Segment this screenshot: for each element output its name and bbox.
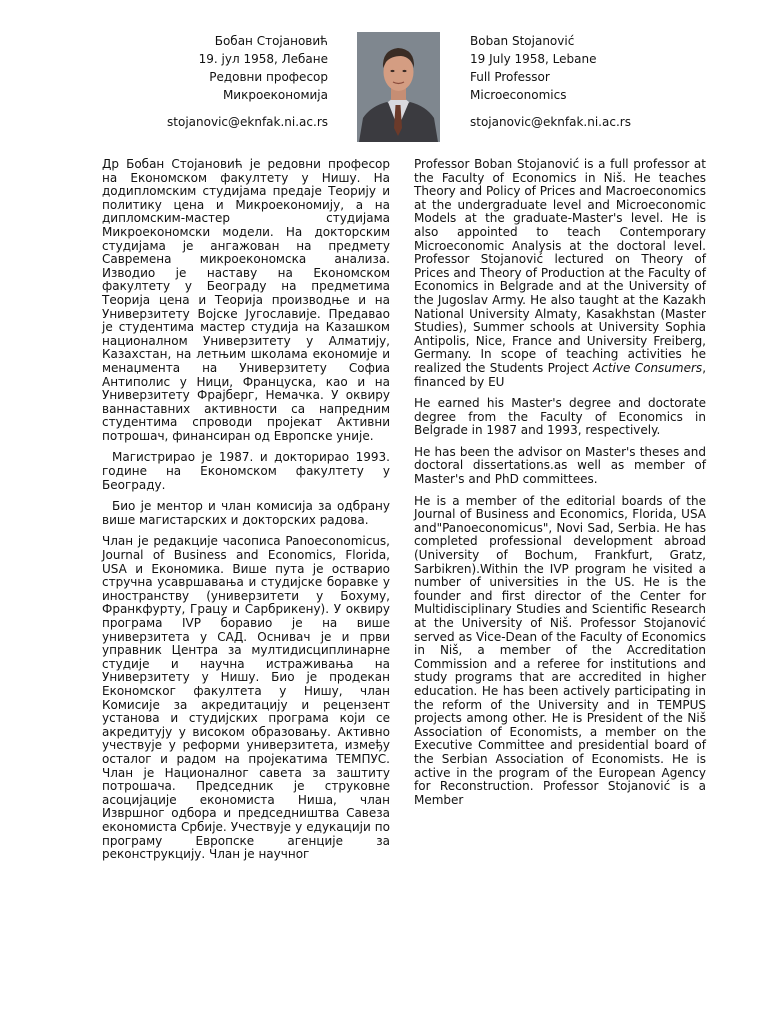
field-english: Microeconomics bbox=[470, 88, 567, 102]
bio-serbian-paragraph-1: Др Бобан Стојановић је редовни професор на Економском факултету у Нишу. На додипломским студијама предаје Теорију и политику цена и Микроекономију, а на дипломским-мастер студијама Микроекономски модели. На докторским студијама је ангажован на предмету Савремена микроекономска анализа. Изводио је наставу на Економском факултету у Београду на предметима Теорија цена и Теорија производње и на Универзитету Војске Југославије. Предавао је студентима мастер студија на Казашком националном Универзитету у Алматију, Казахстан, на летњим школама економије и менаџмента на Универзитету Софиа Антиполис у Ници, Француска, као и на Универзитету Фрајберг, Немачка. У оквиру ваннаставних активности са напредним студентима спроводи пројекат Активни потрошач, финансиран од Европске уније. bbox=[102, 157, 390, 443]
birth-serbian: 19. јул 1958, Лебане bbox=[198, 52, 328, 66]
email-serbian: stojanovic@eknfak.ni.ac.rs bbox=[167, 115, 328, 129]
bio-english-paragraph-3: He has been the advisor on Master's theses and doctoral dissertations.as well as member of Master's and PhD committees. bbox=[414, 444, 706, 487]
biography-english bbox=[414, 158, 706, 815]
header-english bbox=[470, 32, 631, 131]
bio-serbian-paragraph-3: Био је ментор и члан комисија за одбрану више магистарских и докторских радова. bbox=[102, 499, 390, 527]
name-english: Boban Stojanović bbox=[470, 34, 575, 48]
bio-english-paragraph-4: He is a member of the editorial boards of the Journal of Business and Economics, Florida, USA and"Panoeconomicus", Novi Sad, Serbia. He has completed professional development abroad (University of Bochum, Frankfurt, Gratz, Sarbikren).Within the IVP program he visited a number of universities in the US. He is the founder and first director of the Center for Multidisciplinary Studies and Scientific Research at the University of Niš. Professor Stojanović served as Vice-Dean of the Faculty of Economics in Niš, a member of the Accreditation Commission and a referee for institutions and study programs that are accredited in higher education. He has been actively participating in the reform of the University and in TEMPUS projects among other. He is President of the Niš Association of Economists, a member on the Executive Committee and presidential board of the Serbian Association of Economists. He is active in the program of the European Agency for Reconstruction. Professor Stojanović is a Member bbox=[414, 493, 706, 807]
bio-serbian-paragraph-2: Магистрирао је 1987. и докторирао 1993. године на Економском факултету у Београду. bbox=[102, 450, 390, 492]
bio-english-paragraph-2: He earned his Master's degree and doctorate degree from the Faculty of Economics in Belgrade in 1987 and 1993, respectively. bbox=[414, 396, 706, 438]
field-serbian: Микроекономија bbox=[222, 88, 328, 102]
title-serbian: Редовни професор bbox=[209, 70, 328, 84]
birth-english: 19 July 1958, Lebane bbox=[470, 52, 597, 66]
bio-serbian-paragraph-4: Члан је редакције часописа Panoeconomicus, Journal of Business and Economics, Florida, USA и Економика. Више пута је остварио стручна усавршавања и студијске боравке у иностранству (универзитети у Бохуму, Франкфурту, Грацу и Сарбрикену). У оквиру програма IVP боравио је на више универзитета у САД. Оснивач је и први управник Центра за мултидисциплинарне студије и научна истраживања на Универзитету у Нишу. Био је продекан Економског факултета у Нишу, члан Комисије за акредитацију и рецензент установа и студијских програма који се акредитују у високом образовању. Активно учествује у реформи универзитета, између осталог и радом на пројекатима ТЕМПУС. Члан је Националног савета за заштиту потрошача. Председник је струковне асоцијације економиста Ниша, члан Извршног одбора и председништва Савеза економиста Србије. Учествује у едукацији по програму Европске агенције за реконструкцију. Члан је научног bbox=[102, 534, 390, 862]
header-serbian bbox=[167, 32, 328, 131]
bio-english-p1-end: , financed by EU bbox=[414, 360, 707, 389]
portrait-illustration bbox=[357, 32, 440, 142]
biography-serbian bbox=[102, 158, 390, 870]
email-english: stojanovic@eknfak.ni.ac.rs bbox=[470, 115, 631, 129]
profile-photo bbox=[357, 32, 440, 142]
bio-english-paragraph-1 bbox=[414, 158, 706, 389]
title-english: Full Professor bbox=[470, 70, 550, 84]
project-name: Active Consumers bbox=[593, 360, 703, 375]
name-serbian: Бобан Стојановић bbox=[214, 34, 328, 48]
bio-english-p1-text: Professor Boban Stojanović is a full professor at the Faculty of Economics in Niš. He teaches Theory and Policy of Prices and Macroeconomics at the undergraduate level and Microeconomic Models at the graduate-Master's level. He is also appointed to teach Contemporary Microeconomic Analysis at the doctoral level. Professor Stojanović lectured on Theory of Prices and Theory of Production at the Faculty of Economics in Belgrade and at the University of the Jugoslav Army. He also taught at the Kazakh National University Almaty, Kasakhstan (Master Studies), Summer schools at University Sophia Antipolis, Nice, France and University Freiberg, Germany. In scope of teaching activities he realized the Students Project bbox=[414, 157, 706, 375]
